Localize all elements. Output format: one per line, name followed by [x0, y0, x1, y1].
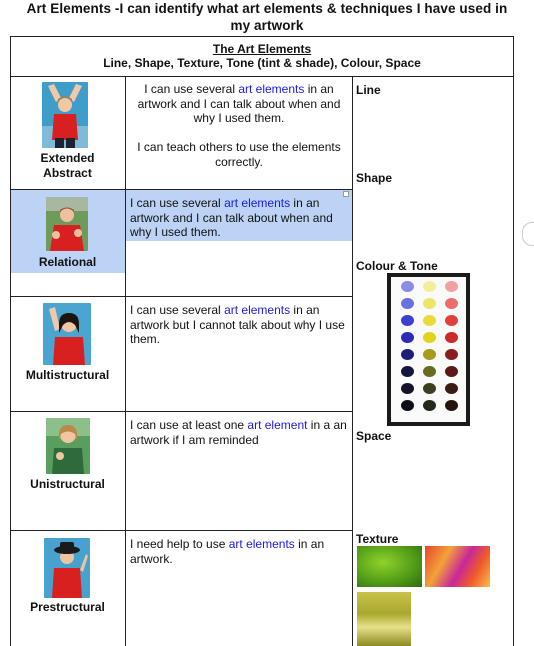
- element-label-colour-tone: Colour & Tone: [356, 259, 438, 273]
- art-element-link[interactable]: art element: [247, 418, 308, 432]
- page-title-line-1: Art Elements -I can identify what art elements & techniques I have used in: [26, 1, 508, 16]
- element-label-line: Line: [356, 83, 381, 97]
- description-extended-abstract: I can use several art elements in an artwork and I can talk about when and why I used them.: [137, 82, 341, 125]
- page-title-line-2: my artwork: [230, 18, 304, 33]
- elements-subheading: Line, Shape, Texture, Tone (tint & shade), Colour, Space: [103, 56, 421, 70]
- student-photo-extended-abstract: [42, 82, 88, 148]
- level-name-relational: Relational: [38, 255, 97, 269]
- element-label-shape: Shape: [356, 171, 393, 185]
- student-photo-prestructural: [44, 538, 90, 598]
- level-name-multistructural: Multistructural: [25, 368, 110, 382]
- element-label-space: Space: [356, 429, 392, 443]
- level-name-extended-abstract: Extended Abstract: [40, 151, 95, 180]
- student-photo-multistructural: [43, 303, 91, 365]
- description-multistructural: I can use several art elements in an artwork but I cannot talk about why I use them.: [130, 303, 345, 346]
- description-relational: I can use several art elements in an artwork and I can talk about when and why I used them.: [130, 196, 333, 239]
- student-photo-relational: [46, 197, 88, 251]
- level-name-unistructural: Unistructural: [30, 477, 105, 491]
- element-label-texture: Texture: [356, 532, 399, 546]
- page-title: [0, 0, 534, 34]
- comment-corner-icon[interactable]: [343, 191, 349, 197]
- art-elements-link[interactable]: art elements: [238, 82, 305, 96]
- student-photo-unistructural: [46, 418, 90, 474]
- level-name-prestructural: Prestructural: [30, 600, 105, 614]
- art-elements-link[interactable]: art elements: [224, 303, 291, 317]
- texture-image-yellow-green: [357, 592, 411, 646]
- texture-image-red-orange: [425, 546, 490, 587]
- texture-image-green: [357, 546, 422, 587]
- art-elements-link[interactable]: art elements: [224, 196, 291, 210]
- colour-tone-palette-image: [387, 273, 470, 426]
- description-prestructural: I need help to use art elements in an artwork.: [130, 537, 325, 566]
- elements-heading: The Art Elements: [212, 42, 312, 56]
- description-unistructural: I can use at least one art element in a an artwork if I am reminded: [130, 418, 347, 447]
- art-elements-link[interactable]: art elements: [228, 537, 295, 551]
- description-extended-abstract-extra: I can teach others to use the elements correctly.: [137, 140, 341, 169]
- side-scroll-handle[interactable]: [522, 222, 534, 246]
